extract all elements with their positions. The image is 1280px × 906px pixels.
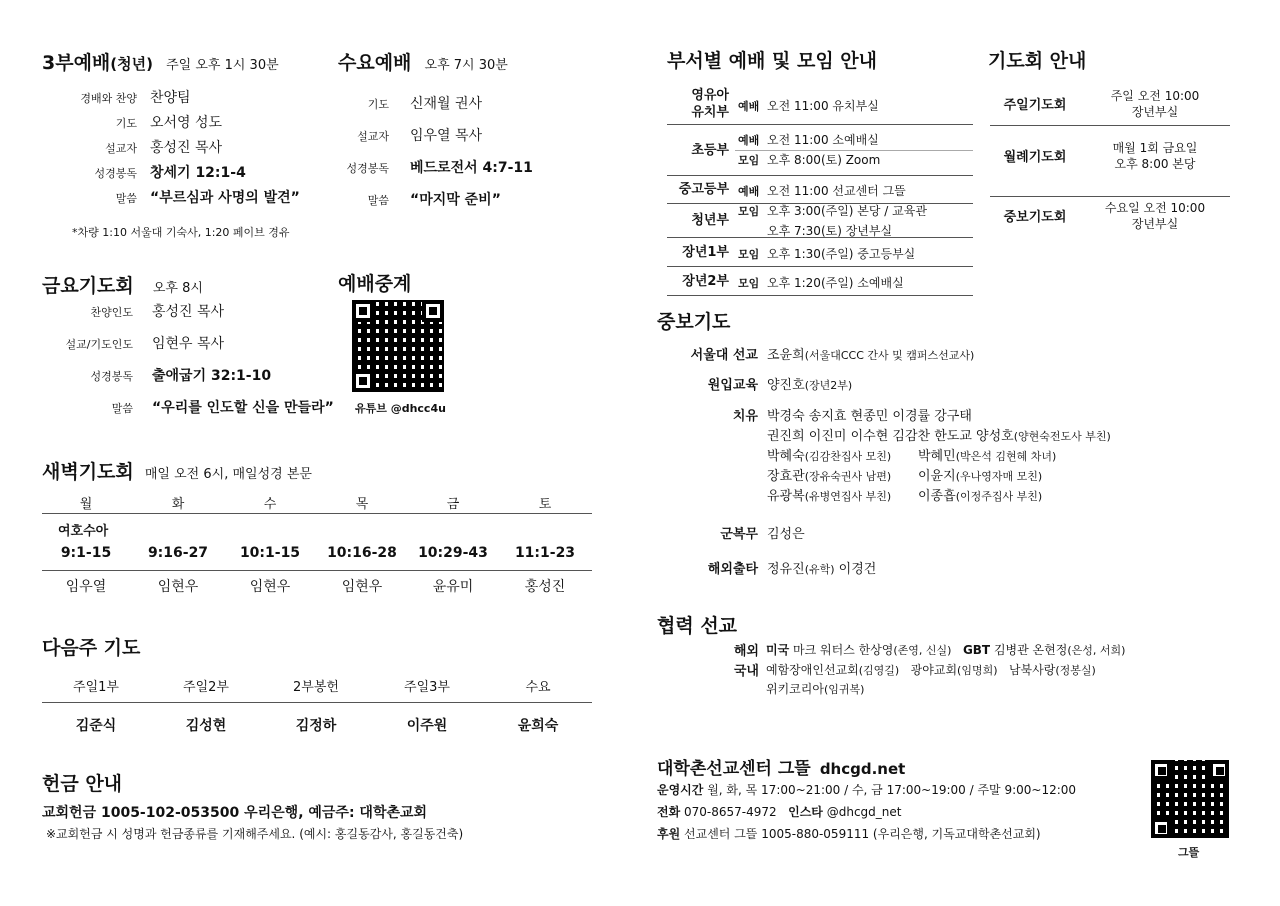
wed-value-3: “마지막 준비” — [410, 192, 501, 208]
dept-kind-0-0: 예배 — [738, 99, 760, 113]
dept-text-3-1: 오후 7:30(토) 장년부실 — [767, 223, 893, 238]
wed-value-1: 임우열 목사 — [410, 128, 483, 144]
fri-label-1: 설교/기도인도 — [65, 338, 133, 351]
fri-value-0: 홍성진 목사 — [152, 304, 225, 320]
center-url[interactable]: dhcgd.net — [819, 760, 906, 778]
next-name-3: 이주원 — [406, 718, 448, 734]
mission-over-note1: (존영, 신실) — [893, 644, 952, 657]
prayer-divider-1 — [990, 196, 1230, 197]
dept-title: 부서별 예배 및 모임 안내 — [667, 50, 877, 72]
mission-domestic — [766, 661, 1096, 678]
inter-heal-r4a-note: (장유숙권사 남편) — [804, 470, 892, 483]
inter-heal-label: 치유 — [732, 409, 758, 424]
dept-kind-3-0: 모임 — [738, 204, 760, 218]
dawn-passage-1: 9:16-27 — [147, 545, 209, 561]
mission-domestic-2 — [766, 680, 864, 697]
offering-title: 헌금 안내 — [42, 773, 123, 795]
prayer-l1-2: 수요일 오전 10:00 — [1104, 201, 1206, 215]
fri-time: 오후 8시 — [152, 281, 203, 296]
inter-seoul-note: (서울대CCC 간사 및 캠퍼스선교사) — [804, 349, 975, 362]
wed-time: 오후 7시 30분 — [424, 58, 508, 73]
dept-name-4: 장년1부 — [682, 244, 729, 260]
dawn-day-2: 수 — [263, 497, 277, 512]
next-col-4: 수요 — [525, 680, 551, 695]
dawn-book: 여호수아 — [58, 524, 109, 539]
inter-heal-r3b-name: 박혜민 — [918, 449, 956, 464]
inter-heal-r5a-note: (유병연집사 부친) — [804, 490, 892, 503]
dept-divider-1 — [667, 175, 973, 176]
inter-heal-r4b — [918, 465, 1042, 484]
fri-header — [42, 271, 203, 298]
inter-heal-r3b — [918, 445, 1056, 464]
s3-title: 3부예배 — [42, 52, 111, 74]
stream-title: 예배중계 — [338, 273, 412, 295]
dawn-title: 새벽기도회 — [42, 461, 134, 483]
dept-text-2-0: 오전 11:00 선교센터 그뜰 — [767, 184, 906, 198]
fri-label-3: 말씀 — [111, 402, 133, 415]
inter-heal-line2 — [767, 425, 1111, 444]
prayer-divider-0 — [990, 125, 1230, 126]
dept-text-4-0: 오후 1:30(주일) 중고등부실 — [767, 246, 916, 261]
wed-header — [338, 48, 508, 75]
offering-account: 교회헌금 1005-102-053500 우리은행, 예금주: 대학촌교회 — [42, 805, 428, 821]
prayer-l1-1: 매월 1회 금요일 — [1112, 141, 1198, 155]
inter-seoul-name: 조윤희 — [767, 348, 805, 363]
next-col-1: 주일2부 — [183, 680, 229, 695]
dawn-day-5: 토 — [538, 497, 552, 512]
wed-value-0: 신재월 권사 — [410, 96, 483, 112]
next-name-4: 윤희숙 — [517, 718, 559, 734]
dept-text-1-0: 오전 11:00 소예배실 — [767, 133, 879, 147]
fri-value-2: 출애굽기 32:1-10 — [152, 368, 272, 384]
s3-label-0: 경배와 찬양 — [80, 92, 137, 105]
fri-value-3: “우리를 인도할 신을 만들라” — [152, 400, 334, 416]
prayer-l2-0: 장년부실 — [1131, 105, 1179, 119]
center-contact — [657, 803, 901, 820]
offering-note: ※교회헌금 시 성명과 헌금종류를 기재해주세요. (예시: 홍길동감사, 홍길동건축) — [46, 827, 464, 841]
inter-heal-line2-note: (양현숙전도사 부친) — [1013, 430, 1111, 443]
center-insta-label: 인스타 — [788, 805, 823, 819]
dept-kind-1-1: 모임 — [738, 154, 760, 167]
s3-label-4: 말씀 — [115, 192, 137, 205]
mission-over-country2: GBT — [962, 643, 991, 657]
inter-heal-r5a-name: 유광복 — [767, 489, 805, 504]
inter-heal-line1: 박경숙 송지효 현종민 이경률 강구태 — [767, 409, 972, 424]
inter-edu-label: 원입교육 — [707, 378, 758, 393]
wed-label-1: 설교자 — [357, 130, 389, 143]
s3-label-2: 설교자 — [105, 142, 137, 155]
prayer-name-1: 월례기도회 — [1003, 150, 1067, 165]
inter-edu-note: (장년2부) — [804, 379, 853, 392]
mission-overseas — [766, 641, 1125, 658]
inter-abroad-label: 해외출타 — [707, 562, 758, 577]
inter-title: 중보기도 — [657, 311, 731, 333]
mission-dom-b: 광야교회 — [910, 663, 958, 677]
dept-divider-last — [667, 295, 973, 296]
dawn-leader-1: 임현우 — [157, 579, 199, 595]
stream-caption: 유튜브 @dhcc4u — [355, 402, 446, 415]
dept-text-3-0: 오후 3:00(주일) 본당 / 교육관 — [767, 203, 927, 218]
prayer-name-0: 주일기도회 — [1003, 98, 1067, 113]
center-title: 대학촌선교센터 그뜰 — [657, 759, 811, 779]
center-support — [657, 825, 1041, 842]
dawn-divider-bottom — [42, 570, 592, 571]
inter-edu-name: 양진호 — [767, 378, 805, 393]
dept-name-3: 청년부 — [691, 213, 729, 228]
fri-label-2: 성경봉독 — [90, 370, 133, 383]
dept-name-2: 중고등부 — [678, 182, 729, 197]
dept-name-0: 영유아 유치부 — [691, 88, 729, 120]
s3-value-2: 홍성진 목사 — [150, 140, 223, 156]
prayer-l2-2: 장년부실 — [1131, 217, 1179, 231]
wed-value-2: 베드로전서 4:7-11 — [410, 160, 533, 176]
dept-kind-5-0: 모임 — [738, 276, 760, 290]
dawn-passage-4: 10:29-43 — [418, 545, 488, 561]
dept-text-5-0: 오후 1:20(주일) 소예배실 — [767, 275, 904, 290]
dawn-sub: 매일 오전 6시, 매일성경 본문 — [144, 467, 312, 482]
mission-dom-label: 국내 — [733, 664, 759, 679]
next-col-2: 2부봉헌 — [293, 680, 339, 695]
dawn-leader-3: 임현우 — [341, 579, 383, 595]
inter-heal-r3a — [767, 445, 891, 464]
wed-label-3: 말씀 — [367, 194, 389, 207]
inter-seoul — [767, 344, 974, 363]
mission-over-names2: 김병관 온현정 — [993, 643, 1068, 657]
prayer-name-2: 중보기도회 — [1003, 210, 1067, 225]
prayer-l2-1: 오후 8:00 본당 — [1114, 157, 1196, 171]
inter-edu — [767, 374, 852, 393]
dept-name-1: 초등부 — [691, 142, 729, 158]
center-header — [657, 754, 905, 779]
inter-seoul-label: 서울대 선교 — [690, 348, 758, 363]
next-col-0: 주일1부 — [73, 680, 119, 695]
inter-heal-r5a — [767, 485, 891, 504]
inter-heal-r3a-name: 박혜숙 — [767, 449, 805, 464]
s3-label-3: 성경봉독 — [94, 167, 137, 180]
next-col-3: 주일3부 — [404, 680, 450, 695]
next-title: 다음주 기도 — [42, 637, 141, 659]
mission-dom-a: 예함장애인선교회 — [766, 663, 859, 677]
dawn-passage-3: 10:16-28 — [327, 545, 397, 561]
wed-label-2: 성경봉독 — [346, 162, 389, 175]
mission-over-note2: (은성, 서희) — [1067, 644, 1126, 657]
center-hours-label: 운영시간 — [657, 783, 704, 797]
next-divider — [42, 702, 592, 703]
inter-abroad-name2: 이경건 — [838, 562, 877, 577]
mission-over-label: 해외 — [733, 644, 759, 659]
dept-divider-3 — [667, 237, 973, 238]
inter-abroad-note: (유학) — [804, 563, 835, 576]
prayer-title: 기도회 안내 — [988, 50, 1087, 72]
inter-heal-r4b-note: (우나영자매 모친) — [955, 470, 1043, 483]
wed-title: 수요예배 — [338, 52, 412, 74]
mission-dom-d-note: (임귀복) — [823, 683, 865, 696]
inter-heal-r5b-name: 이종흡 — [918, 489, 956, 504]
s3-header — [42, 48, 279, 75]
dawn-day-4: 금 — [446, 497, 460, 512]
inter-heal-line2-names: 권진희 이진미 이수현 김감찬 한도교 양성호 — [767, 429, 1014, 444]
s3-note: *차량 1:10 서울대 기숙사, 1:20 페이브 경유 — [72, 226, 290, 239]
fri-title: 금요기도회 — [42, 275, 134, 297]
inter-abroad — [767, 558, 876, 577]
mission-dom-a-note: (김영길) — [858, 664, 900, 677]
prayer-l1-0: 주일 오전 10:00 — [1110, 89, 1200, 103]
dept-divider-4 — [667, 266, 973, 267]
mission-dom-d: 위키코리아 — [766, 682, 824, 696]
mission-dom-c-note: (정봉실) — [1055, 664, 1096, 677]
stream-qr-code[interactable] — [352, 300, 444, 392]
dawn-header — [42, 457, 312, 484]
inter-heal-r4a-name: 장효관 — [767, 469, 805, 484]
inter-heal-r5b-note: (이정주집사 부친) — [955, 490, 1043, 503]
dept-kind-1-0: 예배 — [738, 134, 760, 147]
dawn-divider-top — [42, 513, 592, 514]
fri-value-1: 임현우 목사 — [152, 336, 225, 352]
fri-label-0: 찬양인도 — [90, 306, 133, 319]
center-phone: 070-8657-4972 — [684, 805, 777, 819]
s3-value-4: “부르심과 사명의 발견” — [150, 190, 300, 206]
s3-title-sub: (청년) — [110, 55, 153, 73]
next-name-0: 김준식 — [75, 718, 117, 734]
center-support-label: 후원 — [657, 827, 681, 841]
dawn-leader-2: 임현우 — [249, 579, 291, 595]
dept-text-0-0: 오전 11:00 유치부실 — [767, 98, 879, 113]
dept-kind-4-0: 모임 — [738, 247, 760, 261]
dawn-leader-4: 윤유미 — [432, 579, 474, 595]
s3-label-1: 기도 — [115, 117, 137, 130]
dept-kind-2-0: 예배 — [738, 185, 760, 198]
s3-value-0: 찬양팀 — [150, 90, 191, 106]
inter-mil-name: 김성은 — [767, 527, 805, 542]
s3-time: 주일 오후 1시 30분 — [166, 58, 279, 73]
s3-value-3: 창세기 12:1-4 — [150, 165, 246, 181]
inter-heal-r4a — [767, 465, 891, 484]
next-name-2: 김정하 — [295, 718, 337, 734]
center-insta: @dhcgd_net — [826, 805, 902, 819]
mission-over-country1: 미국 — [766, 643, 790, 657]
center-phone-label: 전화 — [657, 805, 681, 819]
center-qr-code[interactable] — [1151, 760, 1229, 838]
dawn-day-0: 월 — [79, 497, 93, 512]
dept-name-5: 장년2부 — [682, 273, 729, 289]
dawn-leader-5: 홍성진 — [524, 579, 566, 595]
mission-over-names1: 마크 워터스 한상영 — [793, 643, 894, 657]
center-qr-caption: 그뜰 — [1178, 846, 1200, 859]
wed-label-0: 기도 — [367, 98, 389, 111]
dawn-day-3: 목 — [355, 497, 369, 512]
dept-text-1-1: 오후 8:00(토) Zoom — [767, 153, 881, 167]
dawn-passage-0: 9:1-15 — [60, 545, 112, 561]
dept-divider-0 — [667, 124, 973, 125]
inter-heal-r5b — [918, 485, 1042, 504]
dawn-day-1: 화 — [171, 497, 185, 512]
dawn-passage-5: 11:1-23 — [514, 545, 576, 561]
mission-dom-b-note: (임명희) — [957, 664, 998, 677]
inter-heal-r3b-note: (박은석 김현혜 차녀) — [955, 450, 1057, 463]
inter-heal-r3a-note: (김감찬집사 모친) — [804, 450, 892, 463]
inter-heal-r4b-name: 이윤지 — [918, 469, 956, 484]
mission-title: 협력 선교 — [657, 615, 738, 637]
inter-abroad-name: 정유진 — [767, 562, 805, 577]
center-hours — [657, 781, 1076, 798]
inter-mil-label: 군복무 — [720, 527, 758, 542]
dawn-passage-2: 10:1-15 — [239, 545, 301, 561]
next-name-1: 김성현 — [185, 718, 227, 734]
center-hours-value: 월, 화, 목 17:00~21:00 / 수, 금 17:00~19:00 / 주말 9:00~12:00 — [707, 783, 1077, 797]
center-support-value: 선교센터 그뜰 1005-880-059111 (우리은행, 기독교대학촌선교회) — [684, 827, 1041, 841]
s3-value-1: 오서영 성도 — [150, 115, 223, 131]
dawn-leader-0: 임우열 — [65, 579, 107, 595]
mission-dom-c: 남북사랑 — [1008, 663, 1056, 677]
